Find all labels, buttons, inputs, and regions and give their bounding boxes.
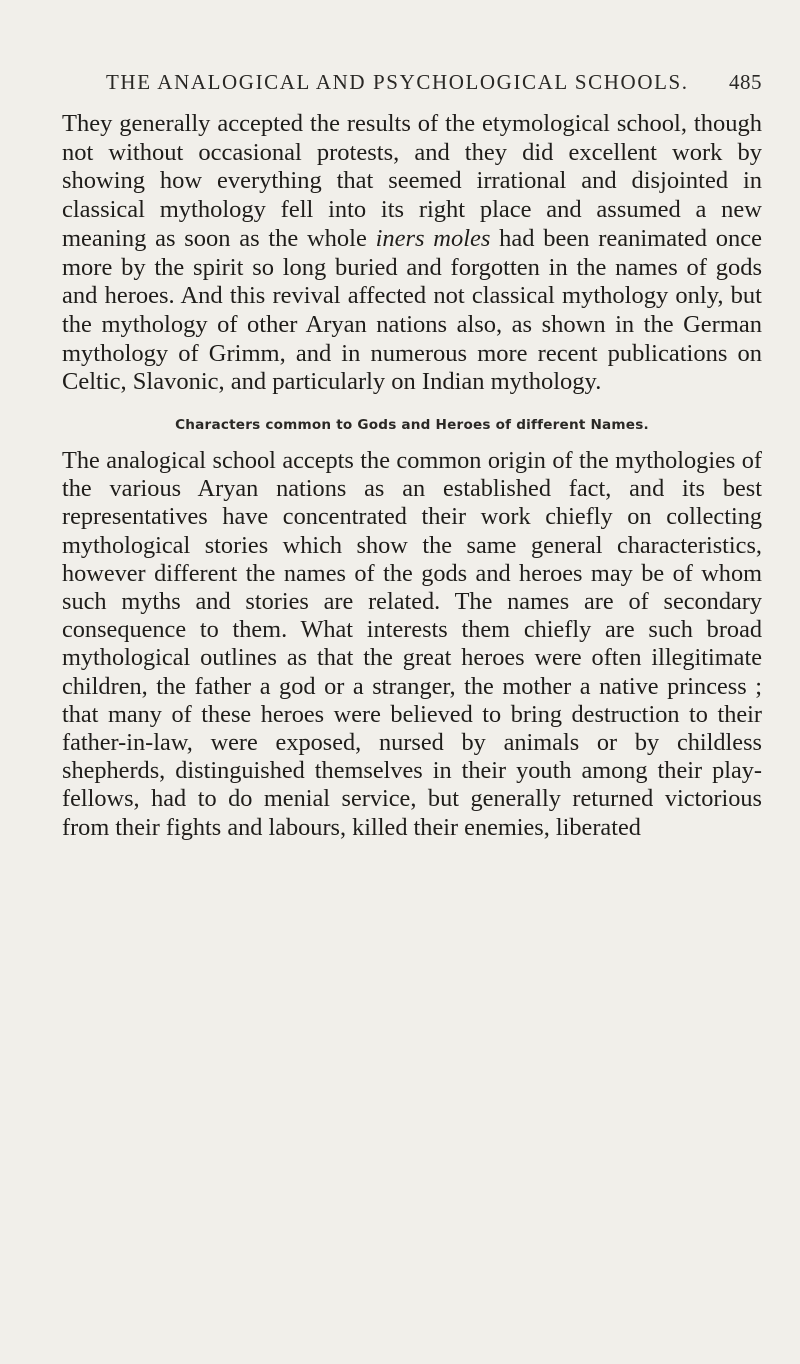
running-head xyxy=(62,70,762,108)
running-title: THE ANALOGICAL AND PSYCHOLOGICAL SCHOOLS. xyxy=(106,70,689,94)
paragraph-1-text-start: They generally accepted the results of the etymological school, though not without occasional protests, and they did excellent work by showing how everything that seemed irrational and disjointed in classical mythology fell into its right place and assumed a new meaning as soon as the whole xyxy=(62,110,762,252)
paragraph-1 xyxy=(62,110,762,397)
paragraph-2: The analogical school accepts the common origin of the mythologies of the various Aryan nations as an established fact, and its best representatives have concentrated their work chiefly on collecting mythological stories which show the same general characteristics, however different the names of the gods and heroes may be of whom such myths and stories are related. The names are of secondary consequence to them. What interests them chiefly are such broad mythological outlines as that the great heroes were often illegitimate children, the father a god or a stranger, the mother a native princess ; that many of these heroes were believed to bring destruction to their father-in-law, were exposed, nursed by animals or by childless shepherds, distinguished themselves in their youth among their play-fellows, had to do menial service, but generally returned victorious from their fights and labours, killed their enemies, liberated xyxy=(62,447,762,841)
page-number: 485 xyxy=(729,70,762,94)
section-heading: Characters common to Gods and Heroes of different Names. xyxy=(175,417,649,434)
paragraph-1-text-end: had been reanimated once more by the spirit so long buried and forgotten in the names of gods and heroes. And this revival affected not classical mythology only, but the mythology of other Aryan nations also, as shown in the German mythology of Grimm, and in numerous more recent publications on Celtic, Slavonic, and particularly on Indian mythology. xyxy=(62,224,762,396)
paragraph-1-latin-phrase: iners moles xyxy=(375,224,491,252)
book-page xyxy=(62,70,762,842)
